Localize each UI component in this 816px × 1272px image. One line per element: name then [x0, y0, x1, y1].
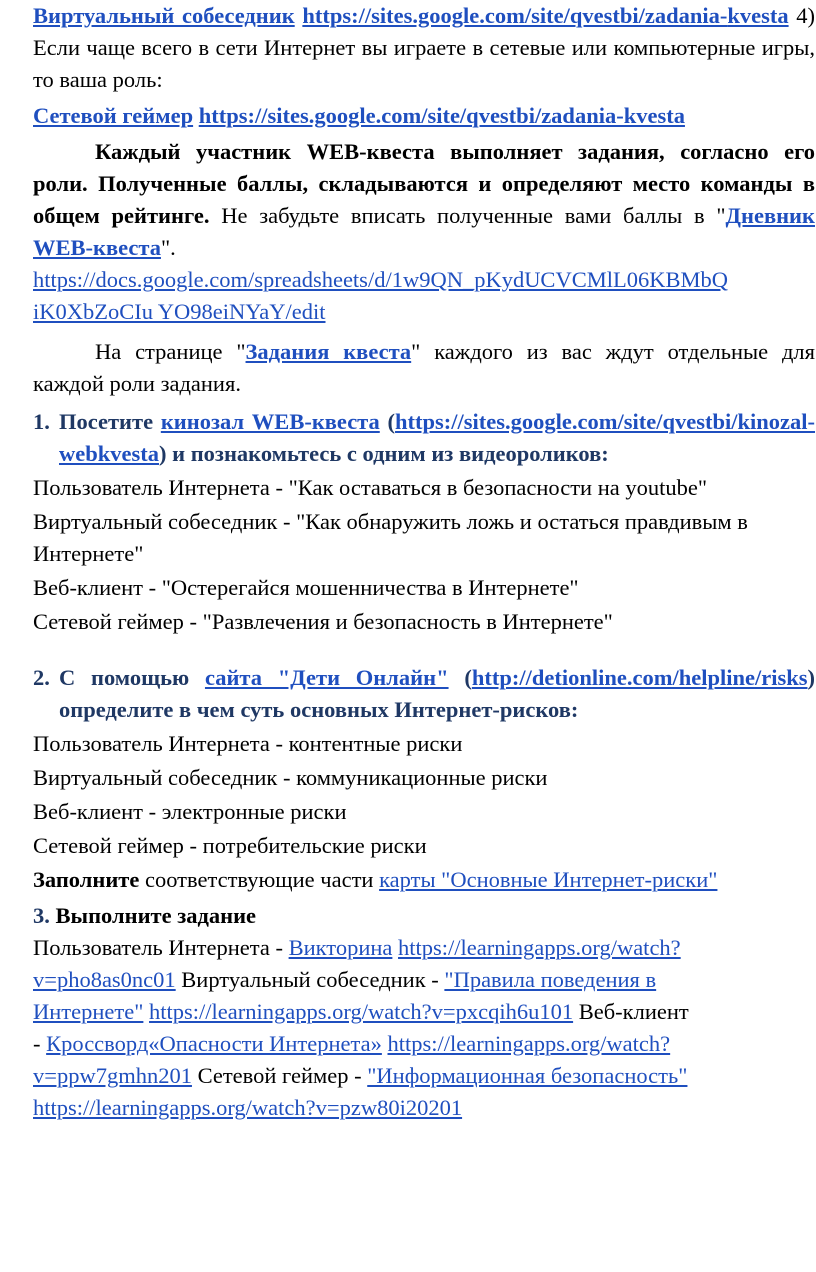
quiz-url-link[interactable]: https://learningapps.org/watch?v=pho8as0nc01 [33, 935, 681, 992]
step-2 [33, 662, 815, 726]
gamer-role-link[interactable]: Сетевой геймер [33, 103, 194, 128]
role-url-link[interactable]: https://sites.google.com/site/qvestbi/zadania-kvesta [302, 3, 789, 28]
step-3-title: Выполните задание [49, 903, 257, 928]
rules-exercise-url-link[interactable]: https://learningapps.org/watch?v=pxcqih6u101 [149, 999, 574, 1024]
rules-paragraph [33, 136, 815, 264]
diary-link[interactable]: Дневник WEB-квеста [33, 203, 815, 260]
document-page [33, 0, 815, 1124]
cinema-link[interactable]: кинозал WEB-квеста [160, 409, 380, 434]
virtual-chat-role-link[interactable]: Виртуальный собеседник [33, 3, 295, 28]
step-2-item: Сетевой геймер - потребительские риски [33, 833, 427, 858]
fill-map-line: Заполните соответствующие части карты "Основные Интернет-риски" [33, 867, 718, 892]
step-1 [33, 406, 815, 470]
sheet-url-block [33, 264, 815, 328]
question-4-text: 4) Если чаще всего в сети Интернет вы играете в сетевые или компьютерные игры, то ваша роль: [33, 3, 815, 92]
step-2-item: Пользователь Интернета - контентные риски [33, 731, 463, 756]
step-2-number: 2. [33, 665, 50, 690]
step-1-item: Веб-клиент - "Остерегайся мошенничества в Интернете" [33, 575, 579, 600]
step-2-item: Веб-клиент - электронные риски [33, 799, 347, 824]
step-1-item: Пользователь Интернета - "Как оставаться в безопасности на youtube" [33, 475, 708, 500]
step-2-item: Виртуальный собеседник - коммуникационные риски [33, 765, 548, 790]
gamer-role-line [33, 100, 815, 132]
kids-online-link[interactable]: сайта "Дети Онлайн" [204, 665, 449, 690]
cinema-url-link[interactable]: https://sites.google.com/site/qvestbi/kinozal-webkvesta [59, 409, 816, 466]
intro-paragraph [33, 0, 815, 96]
step-1-text: Посетите кинозал WEB-квеста (https://sites.google.com/site/qvestbi/kinozal-webkvesta) и познакомьтесь с одним из видеороликов: [59, 409, 816, 466]
gamer-url-link[interactable]: https://sites.google.com/site/qvestbi/zadania-kvesta [198, 103, 685, 128]
rules-normal-text: Не забудьте вписать полученные вами баллы в " [209, 203, 726, 228]
tasks-page-link[interactable]: Задания квеста [245, 339, 412, 364]
crossword-url-link[interactable]: https://learningapps.org/watch?v=ppw7gmhn201 [33, 1031, 671, 1088]
step-3-number: 3. [33, 903, 50, 928]
step-3-body: Пользователь Интернета - Викторина https://learningapps.org/watch?v=pho8as0nc01 Виртуальный собеседник - "Правила поведения в Интернете" https://learningapps.org/watch?v=pxcqih6u101 Веб-клиент - Кроссворд«Опасности Интернета» https://learningapps.org/watch?v=ppw7gmhn201 Сетевой геймер - "Информационная безопасность" https://learningapps.org/watch?v=pzw80i20201 [33, 935, 689, 1120]
step-3-heading [33, 900, 815, 932]
info-security-url-link[interactable]: https://learningapps.org/watch?v=pzw80i20201 [33, 1095, 463, 1120]
spacer [33, 638, 815, 662]
rules-exercise-link[interactable]: "Правила поведения в Интернете" [33, 967, 657, 1024]
quiz-link[interactable]: Викторина [288, 935, 393, 960]
step-1-item: Виртуальный собеседник - "Как обнаружить ложь и остаться правдивым в Интернете" [33, 509, 748, 566]
diary-end: ". [160, 235, 176, 260]
fill-bold: Заполните [33, 867, 140, 892]
risk-map-link[interactable]: карты "Основные Интернет-риски" [379, 867, 718, 892]
step-2-text: С помощью сайта "Дети Онлайн" (http://detionline.com/helpline/risks) определите в чем суть основных Интернет-рисков: [59, 665, 815, 722]
tasks-page-paragraph: На странице "Задания квеста" каждого из вас ждут отдельные для каждой роли задания. [33, 339, 815, 396]
step-1-number: 1. [33, 409, 50, 434]
sheet-url-link[interactable]: https://docs.google.com/spreadsheets/d/1w9QN_pKydUCVCMlL06KBMbQ iK0XbZoCIu YO98eiNYaY/edit [33, 267, 728, 324]
info-security-link[interactable]: "Информационная безопасность" [367, 1063, 688, 1088]
rules-bold-text: Каждый участник WEB-квеста выполняет задания, согласно его роли. Полученные баллы, складываются и определяют место команды в общем рейтинге. [33, 139, 815, 228]
step-1-item: Сетевой геймер - "Развлечения и безопасность в Интернете" [33, 609, 613, 634]
crossword-link[interactable]: Кроссворд«Опасности Интернета» [46, 1031, 382, 1056]
kids-online-url-link[interactable]: http://detionline.com/helpline/risks [471, 665, 808, 690]
